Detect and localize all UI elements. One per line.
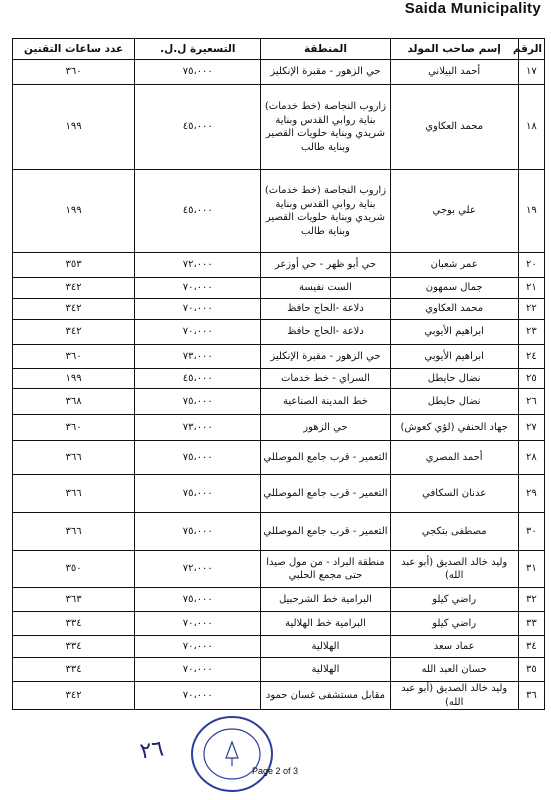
table-row	[13, 170, 545, 253]
area-cell: البرامية خط الشرحبيل	[261, 588, 390, 612]
rationing-hours-cell: ١٩٩	[13, 170, 135, 253]
owner-name-cell: جمال سمهون	[390, 278, 518, 299]
area-cell: السراي - خط خدمات	[261, 369, 390, 389]
row-number-cell: ٢٧	[518, 415, 544, 441]
area-cell: منطقة البراد - من مول صيدا حتى مجمع الحلبي	[261, 551, 390, 588]
owner-name-cell: نضال حايطل	[390, 389, 518, 415]
row-number-cell: ٢٠	[518, 253, 544, 278]
price-cell: ٧٥،٠٠٠	[135, 441, 261, 475]
col-header-area: المنطقة	[261, 39, 390, 60]
price-cell: ٧٠،٠٠٠	[135, 682, 261, 710]
row-number-cell: ٣٤	[518, 636, 544, 658]
price-cell: ٧٠،٠٠٠	[135, 636, 261, 658]
rationing-hours-cell: ٣٤٢	[13, 320, 135, 345]
owner-name-cell: ابراهيم الأيوبي	[390, 320, 518, 345]
area-cell: التعمير - قرب جامع الموصللي	[261, 513, 390, 551]
owner-name-cell: عمر شعبان	[390, 253, 518, 278]
area-cell: الست نفيسة	[261, 278, 390, 299]
price-cell: ٧٠،٠٠٠	[135, 320, 261, 345]
row-number-cell: ٣٥	[518, 658, 544, 682]
price-cell: ٧٠،٠٠٠	[135, 658, 261, 682]
price-cell: ٧٥،٠٠٠	[135, 513, 261, 551]
row-number-cell: ١٧	[518, 60, 544, 85]
price-cell: ٧٥،٠٠٠	[135, 389, 261, 415]
rationing-hours-cell: ٣٦٦	[13, 513, 135, 551]
owner-name-cell: محمد العكاوي	[390, 85, 518, 170]
row-number-cell: ٢٨	[518, 441, 544, 475]
rationing-hours-cell: ٣٤٢	[13, 299, 135, 320]
table-row	[13, 299, 545, 320]
rationing-hours-cell: ٣٦٠	[13, 415, 135, 441]
owner-name-cell: جهاد الحنفي (لؤي كعوش)	[390, 415, 518, 441]
table-row	[13, 658, 545, 682]
area-cell: الهلالية	[261, 636, 390, 658]
stamp-seal-icon	[186, 712, 278, 796]
col-header-rationing-hours: عدد ساعات التقنين	[13, 39, 135, 60]
row-number-cell: ٢٥	[518, 369, 544, 389]
col-header-price: التسعيرة ل.ل.	[135, 39, 261, 60]
table-row	[13, 475, 545, 513]
area-cell: البرامية خط الهلالية	[261, 612, 390, 636]
owner-name-cell: أحمد المصري	[390, 441, 518, 475]
owner-name-cell: عدنان السكافي	[390, 475, 518, 513]
rationing-hours-cell: ٣٣٤	[13, 612, 135, 636]
area-cell: التعمير - قرب جامع الموصللي	[261, 475, 390, 513]
page-header-title: Saida Municipality	[404, 0, 541, 17]
row-number-cell: ٣٢	[518, 588, 544, 612]
rationing-hours-cell: ٣٦٦	[13, 475, 135, 513]
owner-name-cell: علي بوجي	[390, 170, 518, 253]
owner-name-cell: وليد خالد الصديق (أبو عبد الله)	[390, 682, 518, 710]
area-cell: دلاعة -الحاج حافظ	[261, 320, 390, 345]
owner-name-cell: أحمد البيلاني	[390, 60, 518, 85]
rationing-hours-cell: ٣٤٢	[13, 682, 135, 710]
owner-name-cell: نضال حايطل	[390, 369, 518, 389]
rationing-hours-cell: ٣٣٤	[13, 658, 135, 682]
area-cell: حي الزهور - مقبرة الإنكليز	[261, 345, 390, 369]
area-cell: زاروب النجاصة (خط خدمات) بناية روابي القدس وبناية شريدي وبناية حلويات القصير وبناية طالب	[261, 170, 390, 253]
price-cell: ٤٥،٠٠٠	[135, 369, 261, 389]
row-number-cell: ٢٩	[518, 475, 544, 513]
table-row	[13, 551, 545, 588]
row-number-cell: ٢٦	[518, 389, 544, 415]
price-cell: ٧٥،٠٠٠	[135, 588, 261, 612]
rationing-hours-cell: ٣٦٠	[13, 345, 135, 369]
page-number-label: Page 2 of 3	[252, 766, 299, 776]
row-number-cell: ٣١	[518, 551, 544, 588]
table-row	[13, 682, 545, 710]
municipality-stamp	[186, 712, 278, 800]
area-cell: خط المدينة الصناعية	[261, 389, 390, 415]
price-cell: ٧٣،٠٠٠	[135, 415, 261, 441]
price-cell: ٧٥،٠٠٠	[135, 60, 261, 85]
area-cell: حي أبو ظهر - حي أوزعر	[261, 253, 390, 278]
owner-name-cell: راضي كيلو	[390, 612, 518, 636]
rationing-hours-cell: ٣٦٨	[13, 389, 135, 415]
row-number-cell: ١٩	[518, 170, 544, 253]
owner-name-cell: عماد سعد	[390, 636, 518, 658]
row-number-cell: ٣٠	[518, 513, 544, 551]
owner-name-cell: وليد خالد الصديق (أبو عبد الله)	[390, 551, 518, 588]
rationing-hours-cell: ٣٦٠	[13, 60, 135, 85]
price-cell: ٤٥،٠٠٠	[135, 85, 261, 170]
area-cell: التعمير - قرب جامع الموصللي	[261, 441, 390, 475]
rationing-hours-cell: ٣٥٣	[13, 253, 135, 278]
table-row	[13, 441, 545, 475]
rationing-hours-cell: ٣٥٠	[13, 551, 135, 588]
price-cell: ٧٠،٠٠٠	[135, 612, 261, 636]
table-row	[13, 85, 545, 170]
rationing-hours-cell: ٣٤٢	[13, 278, 135, 299]
owner-name-cell: محمد العكاوي	[390, 299, 518, 320]
table-row	[13, 345, 545, 369]
row-number-cell: ٢٢	[518, 299, 544, 320]
price-cell: ٧٥،٠٠٠	[135, 475, 261, 513]
table-row	[13, 636, 545, 658]
row-number-cell: ٢٤	[518, 345, 544, 369]
rationing-hours-cell: ١٩٩	[13, 369, 135, 389]
owner-name-cell: مصطفى بتكجي	[390, 513, 518, 551]
area-cell: زاروب النجاصة (خط خدمات) بناية روابي القدس وبناية شريدي وبناية حلويات القصير وبناية طالب	[261, 85, 390, 170]
rationing-hours-cell: ١٩٩	[13, 85, 135, 170]
table-row	[13, 588, 545, 612]
area-cell: مقابل مستشفى غسان حمود	[261, 682, 390, 710]
row-number-cell: ١٨	[518, 85, 544, 170]
row-number-cell: ٣٣	[518, 612, 544, 636]
handwritten-page-number: ٢٦	[138, 736, 166, 765]
area-cell: الهلالية	[261, 658, 390, 682]
price-cell: ٧٠،٠٠٠	[135, 299, 261, 320]
area-cell: حي الزهور	[261, 415, 390, 441]
row-number-cell: ٣٦	[518, 682, 544, 710]
col-header-number: الرقم	[518, 39, 544, 60]
table-row	[13, 513, 545, 551]
table-row	[13, 389, 545, 415]
table-row	[13, 253, 545, 278]
area-cell: حي الزهور - مقبرة الإنكليز	[261, 60, 390, 85]
table-row	[13, 612, 545, 636]
table-row	[13, 278, 545, 299]
price-cell: ٧٢،٠٠٠	[135, 253, 261, 278]
generators-table	[12, 38, 545, 710]
table-row	[13, 60, 545, 85]
table-row	[13, 415, 545, 441]
table-row	[13, 320, 545, 345]
price-cell: ٧٣،٠٠٠	[135, 345, 261, 369]
table-row	[13, 369, 545, 389]
owner-name-cell: ابراهيم الأيوبي	[390, 345, 518, 369]
rationing-hours-cell: ٣٣٤	[13, 636, 135, 658]
rationing-hours-cell: ٣٦٣	[13, 588, 135, 612]
price-cell: ٧٢،٠٠٠	[135, 551, 261, 588]
rationing-hours-cell: ٣٦٦	[13, 441, 135, 475]
price-cell: ٤٥،٠٠٠	[135, 170, 261, 253]
col-header-owner-name: إسم صاحب المولد	[390, 39, 518, 60]
owner-name-cell: حسان العبد الله	[390, 658, 518, 682]
price-cell: ٧٠،٠٠٠	[135, 278, 261, 299]
table-body	[13, 60, 545, 710]
area-cell: دلاعة -الحاج حافظ	[261, 299, 390, 320]
table-header-row	[13, 39, 545, 60]
row-number-cell: ٢١	[518, 278, 544, 299]
owner-name-cell: راضي كيلو	[390, 588, 518, 612]
row-number-cell: ٢٣	[518, 320, 544, 345]
